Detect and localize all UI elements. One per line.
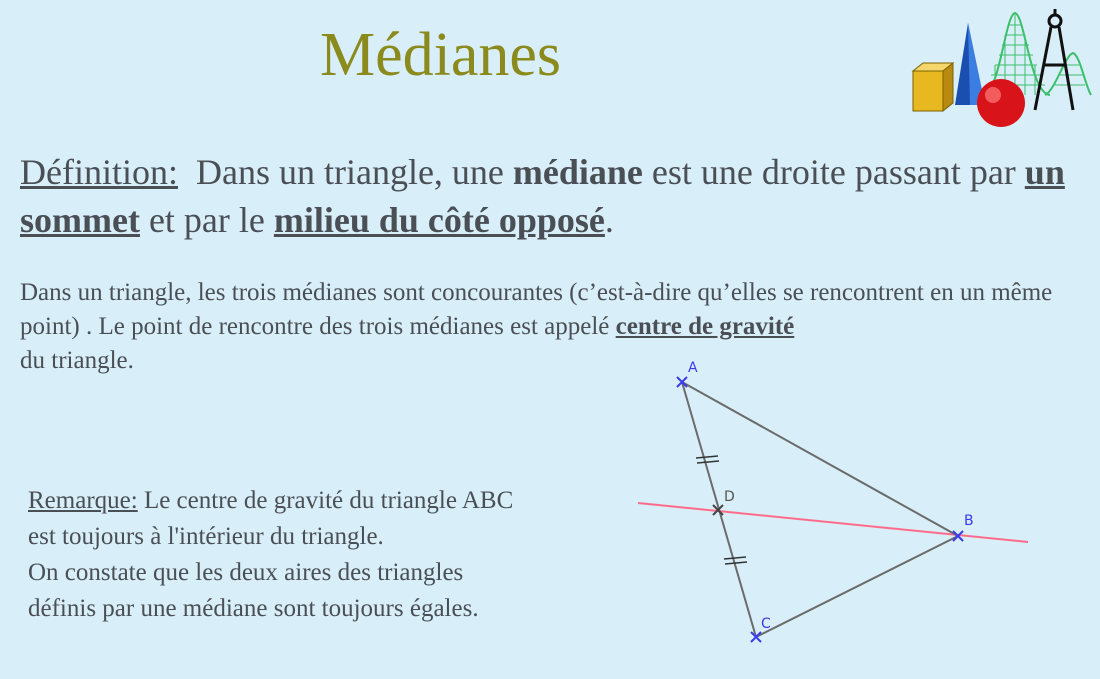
remark-line-2: est toujours à l'intérieur du triangle.: [28, 523, 384, 550]
side-ab: [682, 382, 958, 536]
tick-mark: [697, 461, 719, 463]
remark-line-4: définis par une médiane sont toujours égales.: [28, 595, 479, 622]
remark-line-1: Le centre de gravité du triangle ABC: [143, 487, 514, 514]
definition-label: Définition:: [20, 152, 178, 192]
definition: [20, 148, 1080, 244]
paragraph-term-centroid: centre de gravité: [615, 313, 795, 340]
label-a: A: [688, 360, 698, 376]
side-bc: [756, 536, 958, 637]
label-c: C: [761, 616, 771, 632]
definition-text-1: Dans un triangle, une: [195, 152, 504, 192]
definition-text-2: est une droite passant par: [651, 152, 1016, 192]
definition-end: .: [604, 200, 614, 240]
definition-midpoint: milieu du côté opposé: [273, 200, 605, 240]
paragraph-end: du triangle.: [20, 347, 134, 374]
label-b: B: [964, 513, 974, 529]
label-d: D: [724, 489, 735, 505]
paragraph-text: Dans un triangle, les trois médianes sont concourantes (c’est-à-dire qu’elles se rencontrent en un même point) . Le point de rencontre des trois médianes est appelé: [20, 279, 1053, 340]
definition-text-3: et par le: [148, 200, 265, 240]
math-shapes-logo-icon: [905, 5, 1095, 140]
remark-line-3: On constate que les deux aires des triangles: [28, 559, 464, 586]
definition-term-mediane: médiane: [512, 152, 643, 192]
definition-vertex: un sommet: [20, 152, 1065, 240]
page-title: Médianes: [320, 21, 562, 89]
triangle-diagram: [630, 355, 1040, 660]
remark-label: Remarque:: [28, 487, 138, 514]
remark: [28, 483, 608, 627]
tick-mark: [696, 456, 718, 458]
tick-mark: [724, 557, 746, 559]
tick-mark: [725, 562, 747, 564]
